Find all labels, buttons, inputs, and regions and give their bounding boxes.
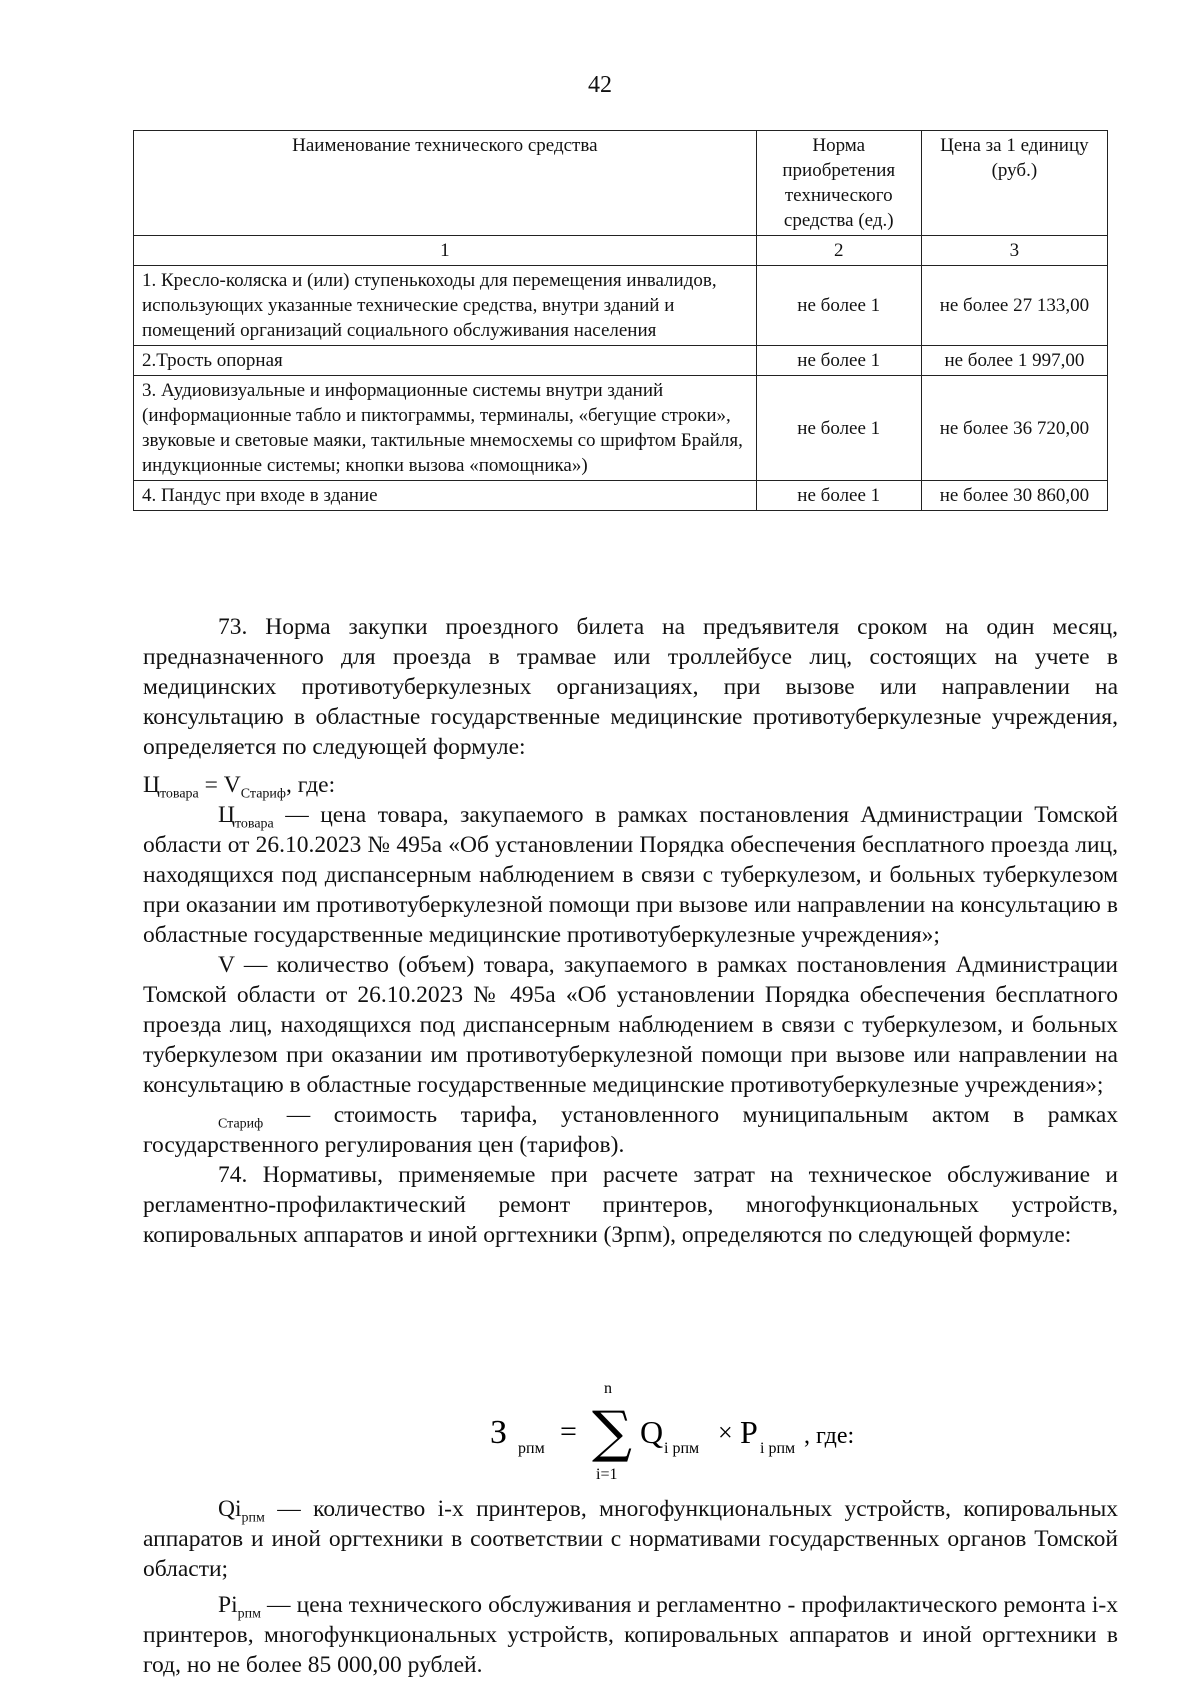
paragraph-74: 74. Нормативы, применяемые при расчете затрат на техническое обслуживание и регламентно-профилактический ремонт принтеров, многофункциональных устройств, копировальных аппаратов и иной оргтехники (Зрпм), определяются по следующей формуле: bbox=[143, 1162, 1118, 1248]
row-price: не более 30 860,00 bbox=[921, 481, 1107, 511]
table-header-row bbox=[134, 131, 1108, 236]
body-text-lower bbox=[143, 1494, 1118, 1680]
svg-text:P: P bbox=[740, 1414, 758, 1450]
definition-quantity: $Qi_{рпм}$ — количество i-х принтеров, многофункциональных устройств, копировальных аппаратов и иной оргтехники в соответствии с нормативами государственных органов Томской области; bbox=[143, 1496, 1118, 1582]
svg-text:n: n bbox=[604, 1380, 612, 1397]
table-row bbox=[134, 481, 1108, 511]
paragraph-73: 73. Норма закупки проездного билета на предъявителя сроком на один месяц, предназначенного для проезда в трамвае или троллейбусе лиц, состоящих на учете в медицинских противотуберкулезных организациях, при вызове или направлении на консультацию в областные государственные медицинские противотуберкулезные учреждения, определяется по следующей формуле: bbox=[143, 614, 1118, 760]
table-row bbox=[134, 376, 1108, 481]
header-name: Наименование технического средства bbox=[134, 131, 757, 236]
technical-means-table bbox=[133, 130, 1108, 511]
sigma-symbol: ∑ bbox=[592, 1400, 632, 1465]
formula-price: $Ц_{товара} = V_{Стариф}$, где: bbox=[143, 772, 336, 802]
row-norm: не более 1 bbox=[756, 346, 921, 376]
row-norm: не более 1 bbox=[756, 266, 921, 346]
row-price: не более 36 720,00 bbox=[921, 376, 1107, 481]
definition-volume: V — количество (объем) товара, закупаемого в рамках постановления Администрации Томской области от 26.10.2023 № 495а «Об установлении Порядка обеспечения бесплатного проезда лиц, находящихся под диспансерным наблюдением в связи с туберкулезом, и больных туберкулезом при оказании им противотуберкулезной помощи при вызове или направлении на консультацию в областные государственные медицинские противотуберкулезные учреждения»; bbox=[143, 952, 1118, 1098]
header-price: Цена за 1 единицу (руб.) bbox=[921, 131, 1107, 236]
svg-text:рпм: рпм bbox=[518, 1440, 545, 1457]
header-norm: Норма приобретения технического средства (ед.) bbox=[756, 131, 921, 236]
row-norm: не более 1 bbox=[756, 376, 921, 481]
row-norm: не более 1 bbox=[756, 481, 921, 511]
formula-maintenance bbox=[480, 1375, 900, 1485]
page-number: 42 bbox=[588, 72, 612, 98]
col-number-1: 1 bbox=[134, 236, 757, 266]
svg-text:Q: Q bbox=[640, 1414, 664, 1450]
svg-text:i=1: i=1 bbox=[596, 1466, 618, 1483]
svg-text:i рпм: i рпм bbox=[760, 1440, 796, 1457]
row-price: не более 27 133,00 bbox=[921, 266, 1107, 346]
table-row bbox=[134, 266, 1108, 346]
svg-text:i рпм: i рпм bbox=[664, 1440, 700, 1457]
svg-text:, где:: , где: bbox=[804, 1423, 855, 1449]
definition-price: $Ц_{товара}$ — цена товара, закупаемого в рамках постановления Администрации Томской области от 26.10.2023 № 495а «Об установлении Порядка обеспечения бесплатного проезда лиц, находящихся под диспансерным наблюдением в связи с туберкулезом, и больных туберкулезом при оказании им противотуберкулезной помощи при вызове или направлении на консультацию в областные государственные медицинские противотуберкулезные учреждения»; bbox=[143, 802, 1118, 948]
definition-tariff: $_{Стариф}$ — стоимость тарифа, установленного муниципальным актом в рамках государственного регулирования цен (тарифов). bbox=[143, 1102, 1119, 1158]
row-name: 3. Аудиовизуальные и информационные системы внутри зданий (информационные табло и пиктограммы, терминалы, «бегущие строки», звуковые и световые маяки, тактильные мнемосхемы со шрифтом Брайля, индукционные системы; кнопки вызова «помощника») bbox=[134, 376, 757, 481]
table-row bbox=[134, 346, 1108, 376]
definition-service-price: $Pi_{рпм}$ — цена технического обслуживания и регламентно - профилактического ремонта i-х принтеров, многофункциональных устройств, копировальных аппаратов и иной оргтехники в год, но не более 85 000,00 рублей. bbox=[143, 1592, 1118, 1678]
col-number-2: 2 bbox=[756, 236, 921, 266]
body-text-upper bbox=[143, 612, 1118, 1250]
row-name: 4. Пандус при входе в здание bbox=[134, 481, 757, 511]
row-name: 1. Кресло-коляска и (или) ступенькоходы для перемещения инвалидов, использующих указанные технические средства, внутри зданий и помещений организаций социального обслуживания населения bbox=[134, 266, 757, 346]
row-name: 2.Трость опорная bbox=[134, 346, 757, 376]
svg-text:З: З bbox=[490, 1414, 508, 1451]
table-number-row bbox=[134, 236, 1108, 266]
row-price: не более 1 997,00 bbox=[921, 346, 1107, 376]
svg-text:×: × bbox=[718, 1418, 733, 1447]
svg-text:=: = bbox=[560, 1415, 577, 1448]
col-number-3: 3 bbox=[921, 236, 1107, 266]
